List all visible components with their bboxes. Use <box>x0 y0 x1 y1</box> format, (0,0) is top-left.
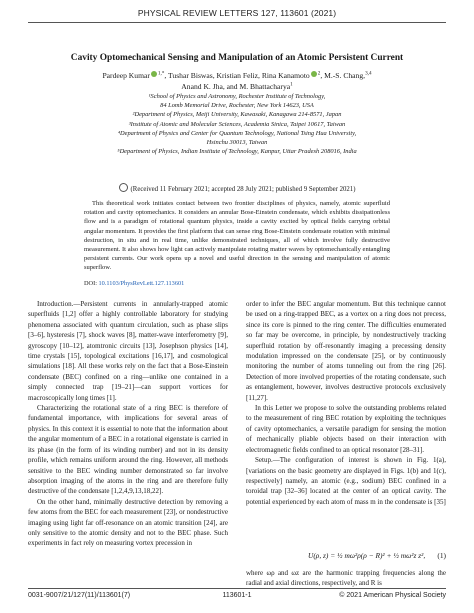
paper-title: Cavity Optomechanical Sensing and Manipulation of an Atomic Persistent Current <box>70 53 404 63</box>
author-chang: , M.-S. Chang, <box>320 71 366 80</box>
paragraph-setup: Setup.—The configuration of interest is shown in Fig. 1(a), [variations on the basic geometry are displayed in Figs. 1(b) and 1(c), respectively] namely, an atomic (e.g., sodium) BEC confined in a toroidal trap [32–36] located at the center of an optical cavity. The potential experienced by each atom of mass m in the condensate is [35] <box>246 456 446 506</box>
affiliation-line: ²Department of Physics, Meiji University, Kawasaki, Kanagawa 214-8571, Japan <box>132 111 342 119</box>
paragraph-other-hand: On the other hand, minimally destructive detection by removing a few atoms from the BEC for each measurement [23], or nondestructive imaging using light far off-resonance on an atomic transition [24], are only sensitive to the atomic density and not to the BEC phase. Such experiments in fact rely on measuring vortex precession in <box>28 497 228 548</box>
author-names-middle: , Tushar Biswas, Kristian Feliz, Rina Kanamoto <box>164 71 310 80</box>
left-column <box>28 299 228 549</box>
footer-rule <box>28 588 446 589</box>
header-rule <box>28 22 446 23</box>
affiliation-line: ⁵Department of Physics, Indian Institute of Technology, Kanpur, Uttar Pradesh 208016, India <box>117 148 357 156</box>
right-column <box>246 299 446 507</box>
doi-label: DOI: <box>84 280 99 287</box>
affiliation-line: ³Institute of Atomic and Molecular Sciences, Academia Sinica, Taipei 10617, Taiwan <box>128 120 346 128</box>
paragraph-intro: Introduction.—Persistent currents in annularly-trapped atomic superfluids [1,2] offer a highly controllable laboratory for studying phenomena associated with quantum circulation, such as phase slips [3–6], hysteresis [7], shock waves [8], matter-wave interferometry [9], gyroscopy [10–12], atomtronic circuits [13], Josephson physics [14], time crystals [15], topological excitations [16,17], and cosmological simulations [18]. All these works rely on the fact that a Bose-Einstein condensate (BEC) confined on a ring—unlike one contained in a simply connected trap [19–21]—can support vortices for macroscopically long times [1]. <box>28 300 228 402</box>
received-dates <box>0 183 474 193</box>
equation-body: U(ρ, z) = ½ mω²ρ(ρ − R)² + ½ mω²z z², <box>308 551 426 560</box>
doi-link[interactable]: 10.1103/PhysRevLett.127.113601 <box>98 280 185 287</box>
paragraph-continued: order to infer the BEC angular momentum. But this technique cannot be used on a ring-trapped BEC, as a vortex on a ring does not precess, since its core is pinned to the ring center. The difficulties enumerated so far may be overcome, in principle, by nondestructively tracking superfluid rotation by off-resonantly imaging a precessing density modulation impressed on the condensate [25], or by continuously monitoring the number of atoms tunneling out from the ring [26]. Detection of more involved properties of the rotating condensate, such as entanglement, however, involves destructive protocols exclusively [11,27]. <box>246 300 446 402</box>
orcid-icon[interactable] <box>311 71 317 77</box>
footer-issn: 0031-9007/21/127(11)/113601(7) <box>28 592 131 599</box>
equation-number: (1) <box>437 551 446 560</box>
affiliation-line: ⁴Department of Physics and Center for Quantum Technology, National Tsing Hua University, <box>117 129 357 137</box>
author-names-line2: Anand K. Jha, and M. Bhattacharya <box>181 82 291 91</box>
author-list: Pardeep Kumar $^{1,*}$, Tushar Biswas, Kristian Feliz, Rina Kanamoto $^2$, M.-S. Chang,$^{3,4}$ Anand K. Jha, and M. Bhattacharya$^1$ <box>102 70 372 91</box>
affiliations <box>60 92 414 156</box>
abstract <box>84 199 390 273</box>
journal-header: PHYSICAL REVIEW LETTERS 127, 113601 (2021) <box>137 8 337 18</box>
affiliation-line: 84 Lomb Memorial Drive, Rochester, New York 14623, USA <box>160 102 314 110</box>
paragraph-after-equation: where ωρ and ωz are the harmonic trapping frequencies along the radial and axial directions, respectively, and R is <box>246 569 446 588</box>
abstract-text: This theoretical work initiates contact between two frontier disciplines of physics, namely, atomic superfluid rotation and cavity optomechanics. It considers an annular Bose-Einstein condensate, which exhibits dissipationless flow and is a paradigm of rotational quantum physics, inside a cavity excited by optical fields carrying orbital angular momentum. It provides the first platform that can sense ring Bose-Einstein condensate rotation with minimal destruction, in situ and in real time, unlike demonstrated techniques, all of which involve fully destructive measurement. It also shows how light can actively manipulate rotating matter waves by optomechanically entangling persistent currents. Our work opens up a novel and useful direction in the sensing and manipulation of atomic superflow. <box>84 200 390 272</box>
check-updates-icon[interactable] <box>119 183 128 192</box>
affiliation-line: Hsinchu 30013, Taiwan <box>206 139 268 147</box>
doi-line <box>84 280 184 287</box>
received-text: (Received 11 February 2021; accepted 28 July 2021; published 9 September 2021) <box>130 186 356 193</box>
equation-1 <box>246 546 446 568</box>
paragraph-letter: In this Letter we propose to solve the outstanding problems related to the measurement of ring BEC rotation by exploiting the techniques of cavity optomechanics, a versatile paradigm for sensing the motion of mechanically pliable objects based on their interaction with electromagnetic fields confined to an optical resonator [28–31]. <box>246 404 446 454</box>
orcid-icon[interactable] <box>151 71 157 77</box>
author-kumar: Pardeep Kumar <box>102 71 150 80</box>
affiliation-line: ¹School of Physics and Astronomy, Rochester Institute of Technology, <box>148 93 326 100</box>
footer-page-number: 113601-1 <box>222 592 252 599</box>
footer-copyright: © 2021 American Physical Society <box>339 592 446 599</box>
paragraph-characterizing: Characterizing the rotational state of a ring BEC is therefore of fundamental importance, with implications for several areas of physics. In this context it is essential to note that the information about the angular momentum of a BEC in a rotational eigenstate is carried in its phase (in the form of its winding number) and not in its density profile, which remains uniform around the ring. However, all methods sensitive to the BEC winding number demonstrated so far involve absorption imaging of the atoms in the ring and are therefore fully destructive of the condensate [1,2,4,9,13,18,22]. <box>28 404 228 496</box>
